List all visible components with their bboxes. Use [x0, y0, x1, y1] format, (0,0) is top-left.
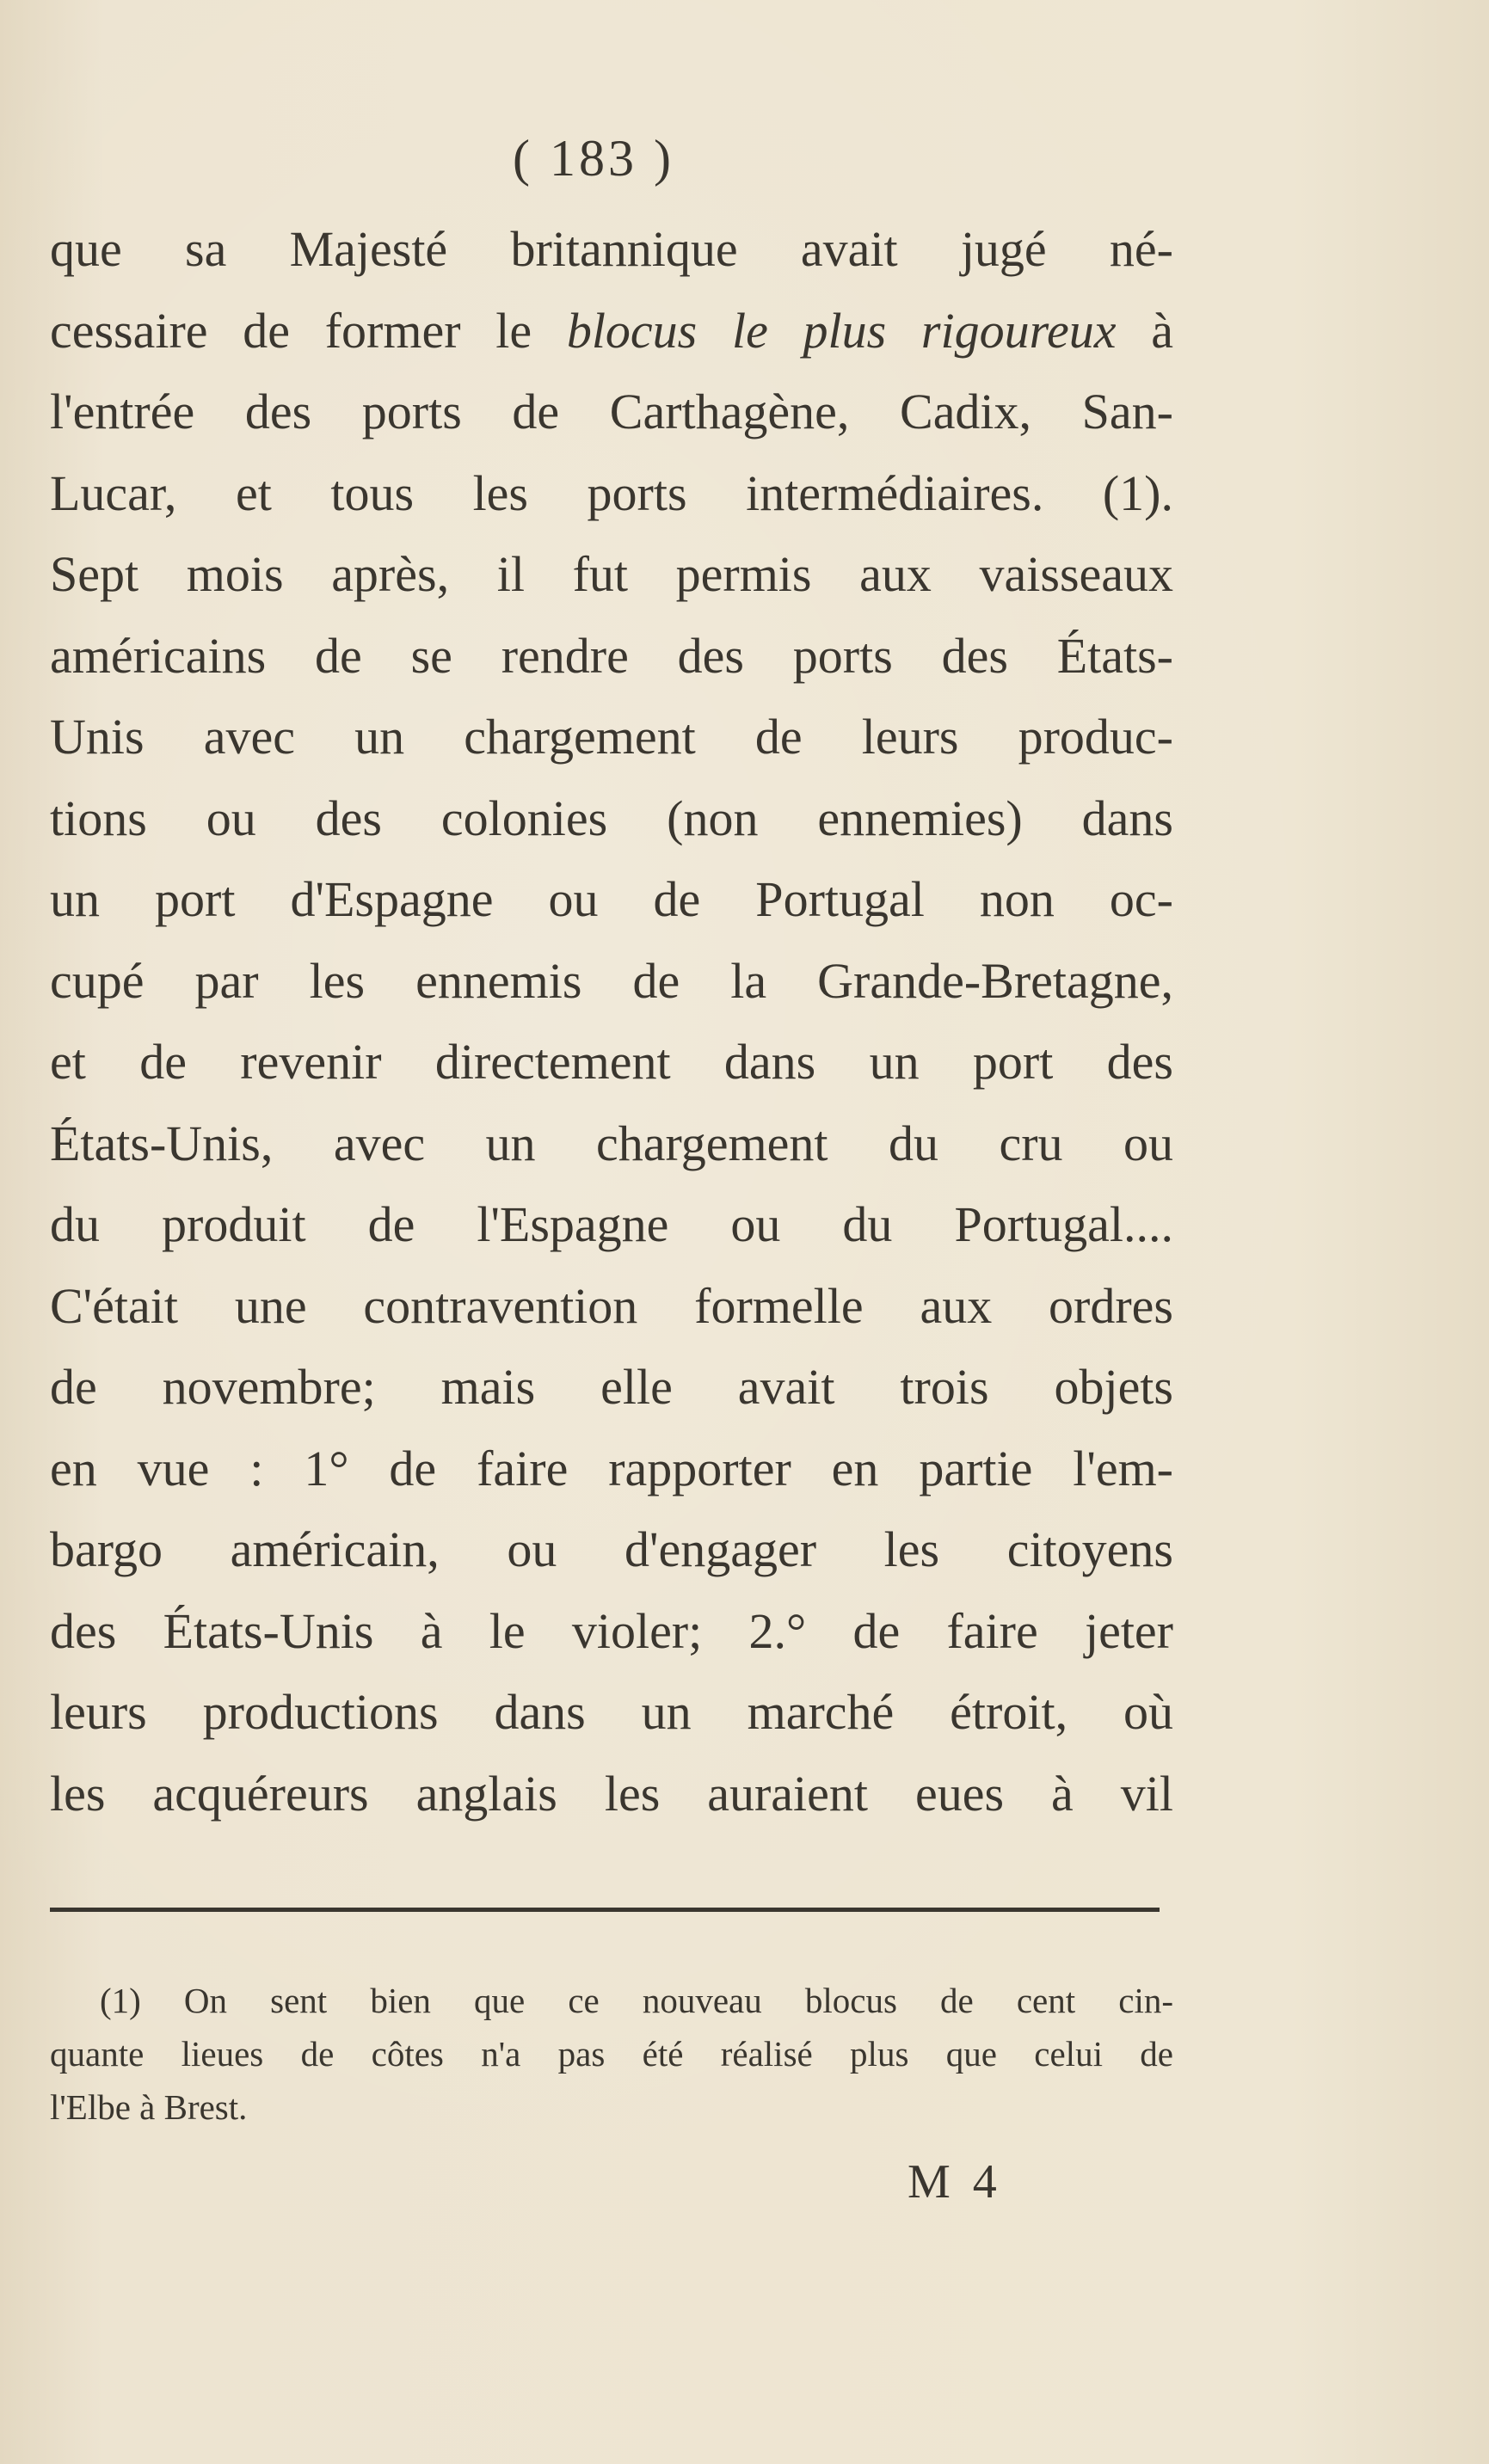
signature-mark: M 4	[908, 2155, 1002, 2209]
text-line: cessaire de former le blocus le plus rigoureux à	[50, 302, 1173, 359]
body-text	[50, 209, 1173, 1834]
text-line: Lucar, et tous les ports intermédiaires. (1).	[50, 464, 1173, 521]
text-line: bargo américain, ou d'engager les citoyens	[50, 1521, 1173, 1577]
page-number: ( 183 )	[513, 130, 674, 187]
text-line: des États-Unis à le violer; 2.° de faire jeter	[50, 1602, 1173, 1659]
text-line: en vue : 1° de faire rapporter en partie l'em-	[50, 1440, 1173, 1496]
footnote	[50, 1974, 1173, 2134]
text-line: leurs productions dans un marché étroit, où	[50, 1684, 1173, 1740]
text-line: et de revenir directement dans un port des	[50, 1034, 1173, 1090]
text-line: cupé par les ennemis de la Grande-Bretagne,	[50, 952, 1173, 1009]
text-line: que sa Majesté britannique avait jugé né-	[50, 221, 1173, 277]
text-line: tions ou des colonies (non ennemies) dans	[50, 790, 1173, 846]
footnote-line: l'Elbe à Brest.	[50, 2087, 248, 2127]
text-line: américains de se rendre des ports des États-	[50, 627, 1173, 684]
text-line: Sept mois après, il fut permis aux vaisseaux	[50, 546, 1173, 602]
text-line: C'était une contravention formelle aux ordres	[50, 1277, 1173, 1334]
text-line: États-Unis, avec un chargement du cru ou	[50, 1115, 1173, 1171]
footnote-line: quante lieues de côtes n'a pas été réalisé plus que celui de	[50, 2034, 1173, 2074]
text-line: l'entrée des ports de Carthagène, Cadix, San-	[50, 384, 1173, 439]
text-line: du produit de l'Espagne ou du Portugal....	[50, 1196, 1173, 1252]
text-line: de novembre; mais elle avait trois objets	[50, 1359, 1173, 1415]
text-line: les acquéreurs anglais les auraient eues à vil	[50, 1765, 1173, 1822]
footnote-divider	[50, 1908, 1160, 1912]
text-line: Unis avec un chargement de leurs produc-	[50, 709, 1173, 765]
footnote-line: (1) On sent bien que ce nouveau blocus de cent cin-	[100, 1981, 1173, 2020]
text-line: un port d'Espagne ou de Portugal non oc-	[50, 871, 1173, 927]
italic-phrase: blocus le plus rigoureux	[566, 302, 1117, 359]
